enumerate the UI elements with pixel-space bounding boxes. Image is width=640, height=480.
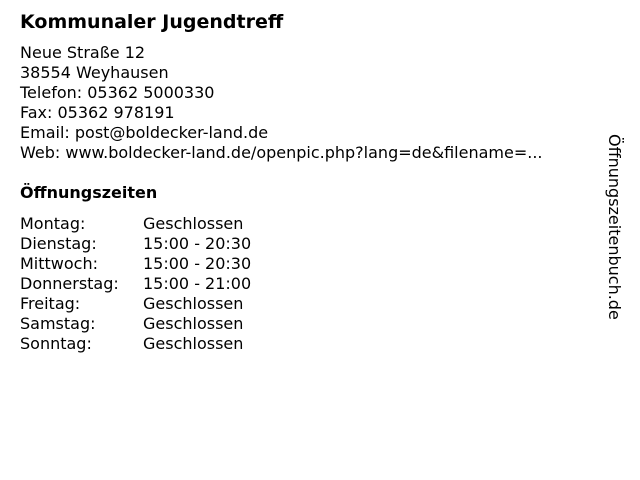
time-value: Geschlossen xyxy=(143,214,244,233)
city-address: 38554 Weyhausen xyxy=(20,63,169,82)
day-label: Dienstag: xyxy=(20,234,97,253)
day-label: Sonntag: xyxy=(20,334,92,353)
time-value: 15:00 - 20:30 xyxy=(143,234,252,253)
time-value: 15:00 - 21:00 xyxy=(143,274,252,293)
day-label: Montag: xyxy=(20,214,86,233)
time-value: 15:00 - 20:30 xyxy=(143,254,252,273)
website-url: Web: www.boldecker-land.de/openpic.php?lang=de&filename=... xyxy=(20,143,543,162)
side-brand-watermark: Öffnungszeitenbuch.de xyxy=(605,134,624,320)
opening-hours-title: Öffnungszeiten xyxy=(20,183,158,202)
time-value: Geschlossen xyxy=(143,334,244,353)
day-label: Freitag: xyxy=(20,294,81,313)
day-label: Mittwoch: xyxy=(20,254,98,273)
street-address: Neue Straße 12 xyxy=(20,43,146,62)
contact-block xyxy=(20,43,543,163)
email-address: Email: post@boldecker-land.de xyxy=(20,123,269,142)
page-title: Kommunaler Jugendtreff xyxy=(20,11,284,33)
fax-number: Fax: 05362 978191 xyxy=(20,103,175,122)
day-label: Donnerstag: xyxy=(20,274,119,293)
day-label: Samstag: xyxy=(20,314,96,333)
time-value: Geschlossen xyxy=(143,294,244,313)
time-value: Geschlossen xyxy=(143,314,244,333)
phone-number: Telefon: 05362 5000330 xyxy=(20,83,215,102)
